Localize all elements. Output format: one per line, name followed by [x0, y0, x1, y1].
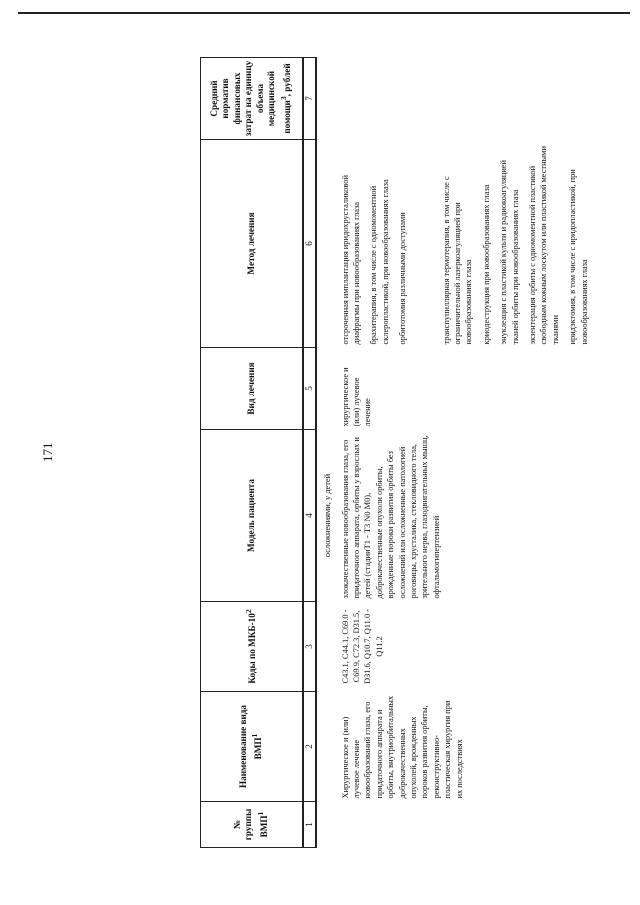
column-number: 5: [303, 348, 316, 430]
vmp-name-cell: Хирургическое и (или) лучевое лечение новообразований глаза, его придаточного аппарата и орбиты, внутриорбитальных доброкачественных опухолей, врожденных пороков развития орбиты, реконструктивно-пластическая хирургия при их последствиях: [340, 695, 464, 799]
table-row: [336, 58, 597, 848]
method-item: орбитотомия различными доступами: [398, 212, 408, 345]
continuation-text: осложнениями, у детей: [322, 473, 332, 558]
method-item: экзентерация орбиты с одномоментной пластикой свободным кожным лоскутом или пластикой местными тканями: [527, 146, 560, 345]
top-rule: [18, 12, 630, 14]
header-icd-codes: Коды по МКБ-$10^2$: [201, 602, 303, 692]
method-item: брахитерапия, в том числе с одномоментной склеропластикой, при новообразованиях глаза: [369, 179, 390, 345]
column-number: 7: [303, 58, 316, 140]
icd-codes-cell: C43.1, C44.1, C69.0 - C69.9, C72.3, D31.5, D31.6, Q10.7, Q11.0 - Q11.2: [340, 608, 384, 685]
column-number: 4: [303, 430, 316, 602]
method-item: энуклеация с пластикой культи и радиокоагуляцией тканей орбиты при новообразованиях глаза: [499, 159, 520, 345]
method-item: иридэктомия, в том числе с иридопластикой, при новообразованиях глаза: [568, 169, 589, 345]
header-patient-model: Модель пациента: [201, 430, 303, 602]
treatment-type-cell: хирургическое и (или) лучевое лечение: [340, 367, 373, 427]
header-vmp-name: Наименование вида ВМП$^1$: [201, 692, 303, 802]
method-item: транспупиллярная термотерапия, в том числе с ограничительной лазеркоагуляцией при новообразованиях глаза: [441, 176, 474, 345]
vmp-table: [200, 57, 596, 848]
column-number-row: [303, 58, 316, 848]
header-treatment-type: Вид лечения: [201, 348, 303, 430]
method-cell: [336, 140, 597, 348]
rotated-table-sheet: [200, 58, 640, 848]
continuation-row: [316, 58, 336, 848]
norm-cost-cell: [336, 58, 597, 140]
method-item: криодеструкция при новообразованиях глаза: [481, 184, 491, 345]
column-number: 1: [303, 802, 316, 848]
header-norm-cost: Средний норматив финансовых затрат на единицу объема медицинской помощи$^3$, рублей: [201, 58, 303, 140]
header-method: Метод лечения: [201, 140, 303, 348]
patient-model-cell: злокачественные новообразования глаза, его придаточного аппарата, орбиты у взрослых и детей (стадииТ1 - Т3 N0 M0), доброкачественные опухоли орбиты, врожденные пороки развития орбиты без осложнений или осложненные патологией роговицы, хрусталика, стекловидного тела, зрительного нерва, глазодвигательных мышц, офтальмогипертензией: [340, 435, 441, 599]
header-row: [201, 58, 303, 848]
column-number: 6: [303, 140, 316, 348]
group-number-cell: [336, 802, 597, 848]
column-number: 3: [303, 602, 316, 692]
header-group-number: № группы ВМП$^1$: [201, 802, 303, 848]
column-number: 2: [303, 692, 316, 802]
method-item: отсроченная имплантация иридохрусталиковой диафрагмы при новообразованиях глаза: [340, 175, 361, 345]
page-number: 171: [40, 442, 55, 462]
